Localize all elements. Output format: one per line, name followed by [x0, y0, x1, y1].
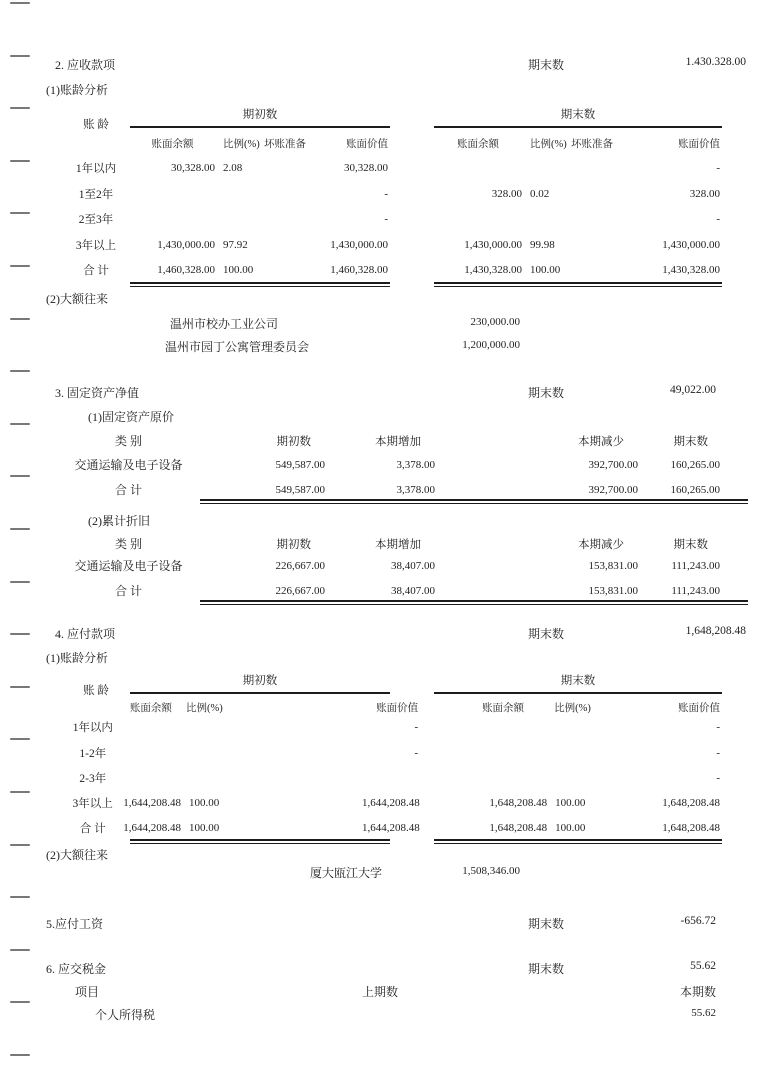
cell: 38,407.00 — [391, 559, 435, 572]
col-header-book-balance: 账面余额 — [129, 703, 172, 714]
row-label: 个人所得税 — [95, 1008, 156, 1022]
col-header-beginning: 期初数 — [276, 538, 311, 551]
table-row — [62, 714, 722, 739]
cell: 100.00 — [555, 796, 586, 809]
cell: 1,644,208.48 — [362, 821, 420, 834]
rule — [130, 692, 390, 694]
table-row — [62, 232, 722, 257]
section-receivables-title: 2. 应收款项 — [55, 58, 116, 72]
group-header-beginning: 期初数 — [242, 675, 278, 687]
margin-mark — [10, 844, 30, 846]
cell: - — [384, 212, 388, 225]
row-label: 合 计 — [83, 264, 109, 277]
cell: 392,700.00 — [588, 483, 638, 496]
cell: 153,831.00 — [588, 559, 638, 572]
corner-header-aging: 账 龄 — [83, 685, 109, 697]
margin-mark — [10, 738, 30, 740]
col-header-bad-debt-provision: 坏账准备 — [264, 139, 306, 150]
cell: 226,667.00 — [275, 559, 325, 572]
table-row — [62, 790, 722, 815]
col-header-beginning: 期初数 — [276, 435, 311, 448]
cell: 1,644,208.48 — [362, 796, 420, 809]
rule — [434, 692, 722, 694]
cell: 38,407.00 — [391, 584, 435, 597]
rule — [434, 126, 722, 128]
cell: - — [716, 746, 721, 759]
margin-mark — [10, 212, 30, 214]
cell: 3,378.00 — [396, 458, 435, 471]
col-header-increase: 本期增加 — [375, 538, 421, 551]
cell: 1,430,000.00 — [157, 238, 215, 251]
cell: 1,644,208.48 — [123, 796, 182, 809]
period-end-label: 期末数 — [528, 962, 565, 976]
period-end-label: 期末数 — [528, 58, 565, 72]
cell: - — [716, 720, 721, 733]
col-header-category: 类 别 — [114, 434, 142, 448]
counterparty-name: 厦大瓯江大学 — [310, 866, 383, 880]
row-label: 合 计 — [114, 584, 142, 598]
table-row — [62, 155, 722, 180]
period-end-value: 1,648,208.48 — [685, 625, 746, 637]
cell: 1,430,328.00 — [662, 263, 720, 276]
group-header-ending: 期末数 — [560, 109, 596, 121]
cell: 1,460,328.00 — [157, 263, 215, 276]
col-header-decrease: 本期减少 — [578, 538, 624, 551]
cell: 30,328.00 — [171, 161, 215, 174]
col-header-prior-period: 上期数 — [362, 985, 399, 999]
double-rule — [434, 282, 722, 287]
margin-mark — [10, 896, 30, 898]
large-transactions-label: (2)大额往来 — [46, 848, 108, 862]
margin-mark — [10, 55, 30, 57]
margin-mark — [10, 160, 30, 162]
margin-mark — [10, 949, 30, 951]
period-end-value: 55.62 — [690, 960, 716, 972]
period-end-value: 1.430.328.00 — [685, 56, 746, 68]
rule — [130, 126, 390, 128]
row-label: 1-2年 — [79, 747, 107, 760]
period-end-label: 期末数 — [528, 917, 565, 931]
double-rule — [200, 499, 748, 504]
counterparty-amount: 1,508,346.00 — [462, 865, 520, 877]
double-rule — [200, 600, 748, 605]
margin-mark — [10, 318, 30, 320]
col-header-book-value: 账面价值 — [376, 703, 419, 714]
row-label: 1年以内 — [72, 721, 113, 734]
group-header-ending: 期末数 — [560, 675, 596, 687]
cell: 3,378.00 — [396, 483, 435, 496]
table-row — [62, 553, 722, 578]
table-row-total — [62, 815, 722, 840]
cell: 55.62 — [691, 1007, 716, 1019]
cell: 30,328.00 — [344, 161, 388, 174]
col-header-ratio: 比例(%) — [554, 703, 591, 714]
margin-mark — [10, 475, 30, 477]
row-label: 2-3年 — [79, 772, 107, 785]
margin-mark — [10, 1001, 30, 1003]
col-header-book-value: 账面价值 — [346, 139, 388, 150]
col-header-book-value: 账面价值 — [678, 703, 721, 714]
cell: 2.08 — [223, 161, 243, 174]
margin-mark — [10, 581, 30, 583]
cell: 1,648,208.48 — [662, 796, 720, 809]
counterparty-name: 温州市园丁公寓管理委员会 — [165, 340, 310, 354]
cell: 1,648,208.48 — [489, 821, 548, 834]
margin-mark — [10, 2, 30, 4]
counterparty-amount: 230,000.00 — [470, 316, 520, 328]
row-label: 2至3年 — [78, 213, 114, 226]
cell: - — [716, 212, 720, 225]
col-header-book-balance: 账面余额 — [482, 703, 525, 714]
margin-mark — [10, 370, 30, 372]
col-header-ratio: 比例(%) — [223, 139, 260, 150]
cell: - — [414, 720, 419, 733]
col-header-bad-debt-provision: 坏账准备 — [571, 139, 613, 150]
table-row — [62, 452, 722, 477]
cell: 1,644,208.48 — [123, 821, 182, 834]
table-row — [62, 765, 722, 790]
cell: 1,460,328.00 — [330, 263, 388, 276]
table-row — [62, 740, 722, 765]
row-label: 交通运输及电子设备 — [74, 458, 183, 472]
col-header-ratio: 比例(%) — [530, 139, 567, 150]
col-header-ending: 期末数 — [673, 435, 708, 448]
cell: 1,430,328.00 — [464, 263, 522, 276]
row-label: 合 计 — [114, 483, 142, 497]
cell: 1,430,000.00 — [464, 238, 522, 251]
cell: 1,430,000.00 — [330, 238, 388, 251]
row-label: 3年以上 — [75, 239, 117, 252]
period-end-value: -656.72 — [680, 915, 716, 927]
col-header-book-balance: 账面余额 — [151, 139, 194, 150]
cell: 1,430,000.00 — [662, 238, 720, 251]
section-fixed-assets-title: 3. 固定资产净值 — [55, 386, 140, 400]
depreciation-label: (2)累计折旧 — [88, 514, 150, 528]
original-cost-label: (1)固定资产原价 — [88, 410, 174, 424]
cell: 100.00 — [223, 263, 254, 276]
margin-mark — [10, 791, 30, 793]
section-wages-title: 5.应付工资 — [46, 917, 104, 931]
cell: 100.00 — [530, 263, 561, 276]
group-header-beginning: 期初数 — [242, 109, 278, 121]
cell: 160,265.00 — [670, 458, 720, 471]
margin-mark — [10, 528, 30, 530]
table-header-row — [62, 428, 722, 453]
cell: 226,667.00 — [275, 584, 325, 597]
row-label: 交通运输及电子设备 — [74, 559, 183, 573]
row-label: 1年以内 — [75, 162, 117, 175]
cell: - — [414, 746, 419, 759]
cell: - — [716, 771, 721, 784]
margin-mark — [10, 686, 30, 688]
aging-analysis-label: (1)账龄分析 — [46, 651, 108, 665]
cell: 97.92 — [223, 238, 248, 251]
period-end-label: 期末数 — [528, 627, 565, 641]
cell: 1,648,208.48 — [662, 821, 720, 834]
cell: 111,243.00 — [671, 584, 720, 597]
section-taxes-title: 6. 应交税金 — [46, 962, 107, 976]
column-header-row — [62, 131, 722, 156]
col-header-book-value: 账面价值 — [678, 139, 720, 150]
period-end-label: 期末数 — [528, 386, 565, 400]
cell: 328.00 — [491, 187, 522, 200]
margin-mark — [10, 423, 30, 425]
double-rule — [434, 839, 722, 844]
row-label: 3年以上 — [72, 797, 113, 810]
period-end-value: 49,022.00 — [670, 384, 716, 396]
counterparty-name: 温州市校办工业公司 — [170, 317, 279, 331]
col-header-item: 项目 — [75, 985, 100, 999]
col-header-current-period: 本期数 — [679, 985, 716, 999]
corner-header-aging: 账 龄 — [83, 119, 109, 131]
double-rule — [130, 839, 390, 844]
col-header-category: 类 别 — [114, 537, 142, 551]
cell: 111,243.00 — [671, 559, 720, 572]
cell: 1,648,208.48 — [489, 796, 548, 809]
margin-mark — [10, 107, 30, 109]
cell: 392,700.00 — [588, 458, 638, 471]
col-header-ending: 期末数 — [673, 538, 708, 551]
table-row — [62, 206, 722, 231]
double-rule — [130, 282, 390, 287]
cell: 100.00 — [555, 821, 586, 834]
margin-mark — [10, 633, 30, 635]
aging-analysis-label: (1)账龄分析 — [46, 83, 108, 97]
large-transactions-label: (2)大额往来 — [46, 292, 108, 306]
cell: 153,831.00 — [588, 584, 638, 597]
cell: 160,265.00 — [670, 483, 720, 496]
cell: 100.00 — [189, 821, 220, 834]
cell: - — [384, 187, 388, 200]
margin-mark — [10, 1054, 30, 1056]
cell: 549,587.00 — [275, 458, 325, 471]
section-payables-title: 4. 应付款项 — [55, 627, 116, 641]
table-row-total — [62, 257, 722, 282]
cell: 99.98 — [530, 238, 555, 251]
counterparty-amount: 1,200,000.00 — [462, 339, 520, 351]
table-row — [62, 181, 722, 206]
cell: 100.00 — [189, 796, 220, 809]
cell: - — [716, 161, 720, 174]
margin-mark — [10, 265, 30, 267]
row-label: 1至2年 — [78, 188, 114, 201]
cell: 0.02 — [530, 187, 550, 200]
col-header-decrease: 本期减少 — [578, 435, 624, 448]
cell: 328.00 — [689, 187, 720, 200]
col-header-increase: 本期增加 — [375, 435, 421, 448]
row-label: 合 计 — [79, 822, 106, 835]
col-header-ratio: 比例(%) — [186, 703, 223, 714]
cell: 549,587.00 — [275, 483, 325, 496]
col-header-book-balance: 账面余额 — [457, 139, 499, 150]
